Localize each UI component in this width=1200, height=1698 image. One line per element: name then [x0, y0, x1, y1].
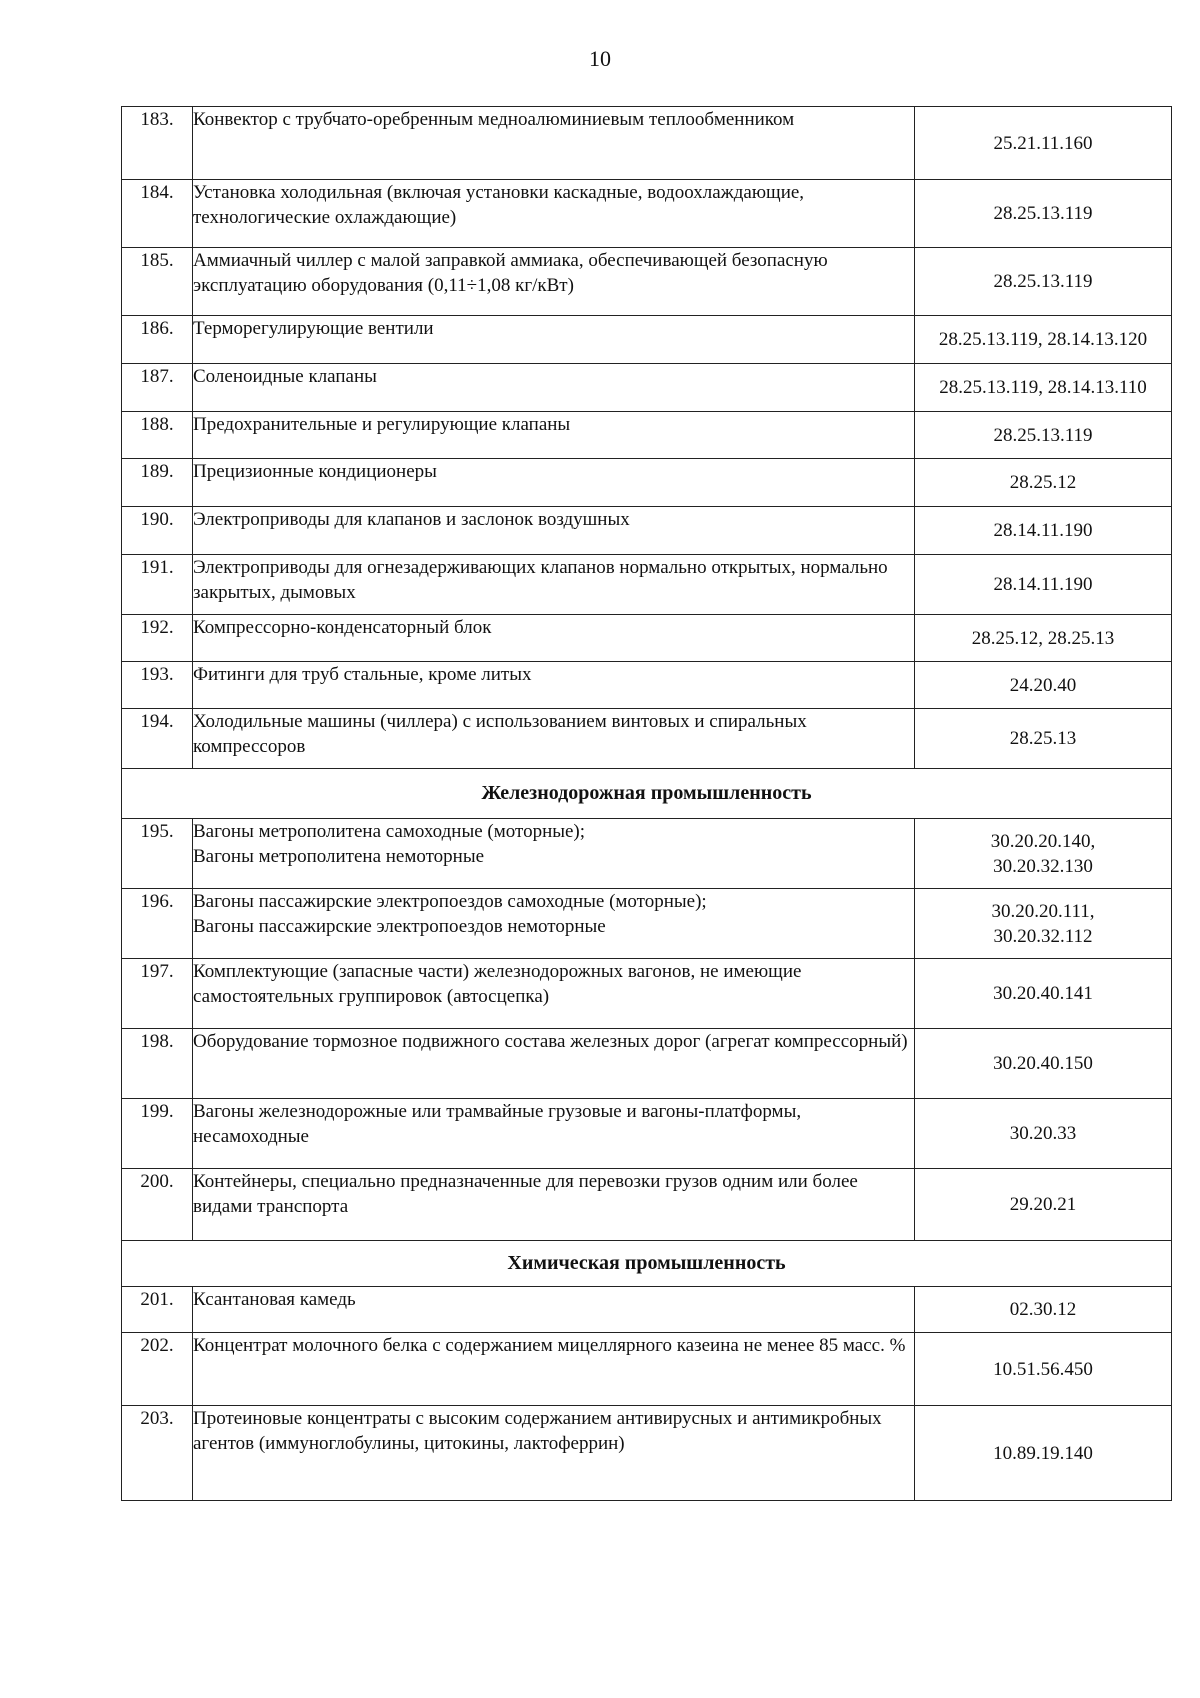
- okpd-code: 28.25.13.119: [993, 203, 1093, 224]
- table-row: [122, 1333, 1172, 1406]
- table-row: [122, 615, 1172, 662]
- okpd-code-cell: [915, 459, 1172, 507]
- okpd-code: 30.20.20.111,: [991, 900, 1095, 922]
- okpd-code-cell: [915, 507, 1172, 555]
- row-number: 200.: [122, 1169, 193, 1241]
- product-name: Электроприводы для огнезадерживающих клапанов нормально открытых, нормально закрытых, дымовых: [193, 555, 915, 615]
- section-title: Химическая промышленность: [122, 1241, 1172, 1287]
- okpd-code-cell: [915, 1406, 1172, 1501]
- okpd-code-cell: [915, 180, 1172, 248]
- row-number: 185.: [122, 248, 193, 316]
- okpd-code-cell: [915, 959, 1172, 1029]
- row-number: 194.: [122, 709, 193, 769]
- product-name: Концентрат молочного белка с содержанием мицеллярного казеина не менее 85 масс. %: [193, 1333, 915, 1406]
- product-name: Фитинги для труб стальные, кроме литых: [193, 662, 915, 709]
- product-name: Компрессорно-конденсаторный блок: [193, 615, 915, 662]
- table-row: [122, 709, 1172, 769]
- okpd-code: 28.25.12, 28.25.13: [971, 627, 1115, 649]
- row-number: 197.: [122, 959, 193, 1029]
- okpd-code: 28.25.13: [1009, 728, 1077, 749]
- section-row: [122, 769, 1172, 819]
- row-number: 183.: [122, 107, 193, 180]
- product-name: Прецизионные кондиционеры: [193, 459, 915, 507]
- table-row: [122, 555, 1172, 615]
- product-name: Соленоидные клапаны: [193, 364, 915, 412]
- okpd-code: 28.25.13.119: [993, 271, 1093, 292]
- product-name: Ксантановая камедь: [193, 1287, 915, 1333]
- okpd-code: 30.20.32.112: [993, 925, 1093, 947]
- okpd-code-cell: [915, 615, 1172, 662]
- row-number: 187.: [122, 364, 193, 412]
- row-number: 192.: [122, 615, 193, 662]
- product-name: Электроприводы для клапанов и заслонок воздушных: [193, 507, 915, 555]
- row-number: 202.: [122, 1333, 193, 1406]
- okpd-code: 28.14.11.190: [993, 574, 1093, 595]
- table-row: [122, 662, 1172, 709]
- product-name: Терморегулирующие вентили: [193, 316, 915, 364]
- okpd-code-cell: [915, 412, 1172, 459]
- okpd-code: 30.20.40.141: [993, 983, 1093, 1004]
- okpd-code-cell: [915, 1287, 1172, 1333]
- okpd-code-cell: [915, 1099, 1172, 1169]
- table-row: [122, 1099, 1172, 1169]
- table-row: [122, 364, 1172, 412]
- product-name: Оборудование тормозное подвижного состава железных дорог (агрегат компрессорный): [193, 1029, 915, 1099]
- okpd-code-cell: [915, 709, 1172, 769]
- row-number: 193.: [122, 662, 193, 709]
- table-row: [122, 959, 1172, 1029]
- okpd-code: 28.25.13.119, 28.14.13.110: [939, 377, 1147, 398]
- product-name: Предохранительные и регулирующие клапаны: [193, 412, 915, 459]
- table-row: [122, 1169, 1172, 1241]
- table-body: [122, 107, 1172, 1501]
- okpd-code: 10.89.19.140: [993, 1442, 1093, 1464]
- okpd-code: 25.21.11.160: [993, 132, 1093, 154]
- row-number: 198.: [122, 1029, 193, 1099]
- product-table: [121, 106, 1172, 1501]
- table-row: [122, 1029, 1172, 1099]
- table-row: [122, 889, 1172, 959]
- table-row: [122, 459, 1172, 507]
- okpd-code: 30.20.20.140,: [990, 830, 1096, 852]
- product-name: Вагоны железнодорожные или трамвайные грузовые и вагоны-платформы, несамоходные: [193, 1099, 915, 1169]
- row-number: 191.: [122, 555, 193, 615]
- okpd-code: 30.20.32.130: [993, 855, 1093, 877]
- row-number: 189.: [122, 459, 193, 507]
- okpd-code: 02.30.12: [1009, 1299, 1077, 1320]
- product-name: Вагоны пассажирские электропоездов самоходные (моторные); Вагоны пассажирские электропоездов немоторные: [193, 889, 915, 959]
- table-row: [122, 248, 1172, 316]
- row-number: 196.: [122, 889, 193, 959]
- product-name: Протеиновые концентраты с высоким содержанием антивирусных и антимикробных агентов (иммуноглобулины, цитокины, лактоферрин): [193, 1406, 915, 1501]
- okpd-code-cell: [915, 1029, 1172, 1099]
- table-row: [122, 507, 1172, 555]
- okpd-code: 30.20.33: [1009, 1123, 1077, 1144]
- okpd-code: 28.25.13.119: [993, 424, 1093, 446]
- table-row: [122, 180, 1172, 248]
- product-name: Аммиачный чиллер с малой заправкой аммиака, обеспечивающей безопасную эксплуатацию оборудования (0,11÷1,08 кг/кВт): [193, 248, 915, 316]
- table-row: [122, 1287, 1172, 1333]
- okpd-code-cell: [915, 555, 1172, 615]
- section-title: Железнодорожная промышленность: [122, 769, 1172, 819]
- okpd-code-cell: [915, 1169, 1172, 1241]
- row-number: 184.: [122, 180, 193, 248]
- okpd-code-cell: [915, 364, 1172, 412]
- okpd-code-cell: [915, 819, 1172, 889]
- row-number: 203.: [122, 1406, 193, 1501]
- row-number: 188.: [122, 412, 193, 459]
- table-row: [122, 819, 1172, 889]
- product-name: Холодильные машины (чиллера) с использованием винтовых и спиральных компрессоров: [193, 709, 915, 769]
- okpd-code: 28.14.11.190: [993, 520, 1093, 541]
- okpd-code-cell: [915, 1333, 1172, 1406]
- okpd-code: 10.51.56.450: [993, 1358, 1093, 1380]
- okpd-code: 30.20.40.150: [993, 1053, 1093, 1074]
- okpd-code-cell: [915, 316, 1172, 364]
- row-number: 199.: [122, 1099, 193, 1169]
- okpd-code-cell: [915, 107, 1172, 180]
- row-number: 201.: [122, 1287, 193, 1333]
- table-row: [122, 316, 1172, 364]
- row-number: 186.: [122, 316, 193, 364]
- okpd-code: 29.20.21: [1009, 1194, 1077, 1215]
- row-number: 190.: [122, 507, 193, 555]
- okpd-code: 24.20.40: [1009, 674, 1077, 696]
- product-name: Конвектор с трубчато-оребренным медноалюминиевым теплообменником: [193, 107, 915, 180]
- page-number: 10: [589, 46, 611, 71]
- okpd-code: 28.25.13.119, 28.14.13.120: [938, 329, 1148, 350]
- product-name: Установка холодильная (включая установки каскадные, водоохлаждающие, технологические охлаждающие): [193, 180, 915, 248]
- table-row: [122, 107, 1172, 180]
- product-name: Вагоны метрополитена самоходные (моторные); Вагоны метрополитена немоторные: [193, 819, 915, 889]
- product-name: Комплектующие (запасные части) железнодорожных вагонов, не имеющие самостоятельных группировок (автосцепка): [193, 959, 915, 1029]
- row-number: 195.: [122, 819, 193, 889]
- okpd-code: 28.25.12: [1009, 472, 1077, 493]
- table-row: [122, 1406, 1172, 1501]
- okpd-code-cell: [915, 662, 1172, 709]
- okpd-code-cell: [915, 248, 1172, 316]
- table-row: [122, 412, 1172, 459]
- product-name: Контейнеры, специально предназначенные для перевозки грузов одним или более видами транспорта: [193, 1169, 915, 1241]
- section-row: [122, 1241, 1172, 1287]
- okpd-code-cell: [915, 889, 1172, 959]
